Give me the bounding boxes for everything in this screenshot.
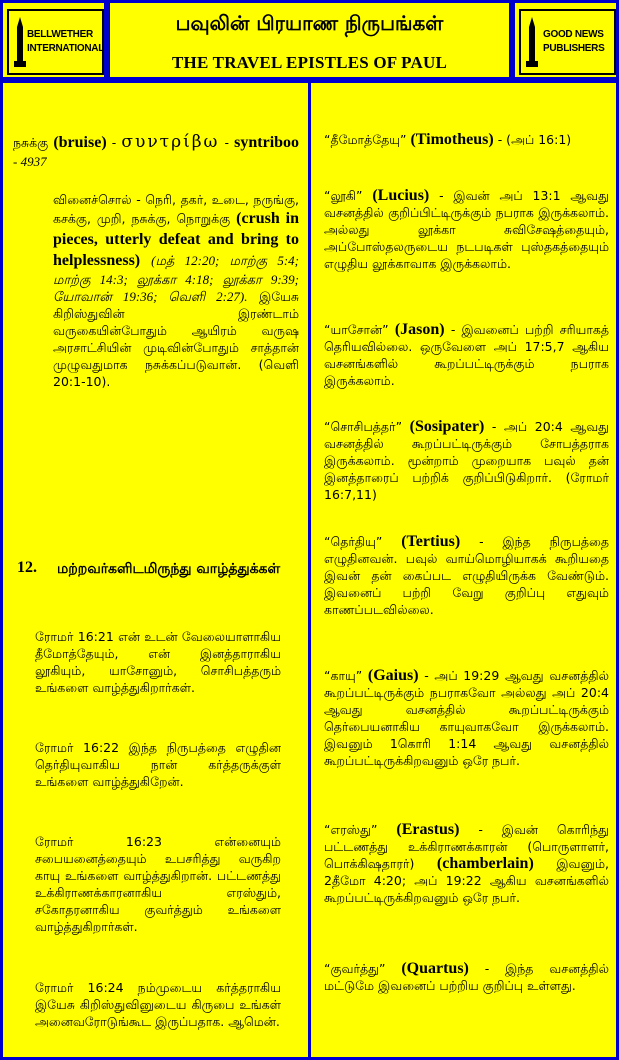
entry-english: (Sosipater) — [409, 418, 485, 435]
tower-icon — [13, 17, 27, 69]
bruise-tamil: நசுக்கு — [13, 135, 49, 150]
section-number: 12. — [17, 559, 37, 576]
entry-english: (Quartus) — [401, 960, 469, 977]
entry-english: (Gaius) — [367, 667, 419, 684]
note-entry — [324, 960, 609, 994]
entry-tamil: “யாசோன்” — [324, 322, 389, 337]
entry-description: - இவன் கொரிந்து பட்டணத்து உக்கிராணக்காரன் (பொருளாளர், பொக்கிஷதாரர்) — [324, 822, 610, 871]
description-text: வினைச்சொல் - நெரி, தகர், உடை, நருங்கு, கசக்கு, முறி, நசுக்கு, நொறுக்கு — [53, 192, 299, 226]
bruise-description — [53, 191, 299, 390]
greeting-paragraph: ரோமர் 16:21 என் உடன் வேலையாளாகிய தீமோத்தேயும், என் இனத்தாராகிய லூகியும், யாசோனும், சொசிபத்தரும் உங்களை வாழ்த்துகிறார்கள். — [35, 629, 281, 695]
entry-tamil: “எரஸ்து” — [324, 822, 378, 837]
entry-english: (Jason) — [394, 321, 445, 338]
dash: - — [224, 135, 230, 150]
note-entry — [324, 533, 609, 618]
right-column — [308, 80, 619, 1060]
entry-description: - இவன் அப் 13:1 ஆவது வசனத்தில் குறிப்பிட்டிருக்கும் நபராக இருக்கலாம். அல்லது லூக்கா சுவிசேஷத்தையும், அப்போஸ்தலருடைய நடபடிகள் புஸ்தகத்தையும் எழுதிய லூக்காவாக இருக்கலாம். — [324, 188, 609, 271]
bellwether-logo — [7, 9, 104, 75]
bruise-english: (bruise) — [53, 134, 107, 151]
entry-description: - இந்த வசனத்தில் மட்டுமே இவனைப் பற்றிய குறிப்பு உள்ளது. — [324, 961, 610, 993]
entry-description: - இந்த நிருபத்தை எழுதினவன். பவுல் வாய்மொழியாகக் கூறியதை இவன் தன் கைப்பட எழுதியிருக்க வேண்டும். இவனைப் பற்றி வேறு குறிப்பு எதுவும் காணப்படவில்லை. — [324, 534, 609, 617]
entry-description: - (அப் 16:1) — [497, 132, 572, 147]
note-entry — [324, 418, 609, 503]
entry-english: (Erastus) — [396, 821, 460, 838]
entry-description-2: இவனும், 2தீமோ 4:20; அப் 19:22 ஆகிய வசனங்களில் கூறப்பட்டிருக்கிறவனும் ஒரே நபர். — [324, 856, 610, 905]
entry-tamil: “குவர்த்து” — [324, 961, 386, 976]
note-entry — [324, 821, 609, 906]
title-tamil: பவுலின் பிரயாண நிருபங்கள் — [175, 11, 444, 35]
bruise-greek: συντρίβω — [121, 132, 220, 152]
logo-line-1: GOOD NEWS — [543, 29, 604, 40]
note-entry — [324, 667, 609, 769]
entry-description: - அப் 19:29 ஆவது வசனத்தில் கூறப்பட்டிருக்கும் நபராகவோ அல்லது அப் 20:4 ஆவது வசனத்தில் கூறப்பட்டிருக்கும் தெர்பையனாகிய காயுவாகவோ இருக்கலாம். இவனும் 1கொரி 1:14 ஆவது வசனத்தில் கூறப்பட்டிருக்கிறவனும் ஒரே நபர். — [324, 668, 609, 768]
entry-english-2: (chamberlain) — [436, 855, 534, 872]
title-box — [107, 0, 512, 80]
logo-line-2: INTERNATIONAL — [27, 43, 105, 54]
description-references: (மத் 12:20; மாற்கு 5:4; மாற்கு 14:3; லூக்கா 4:18; லூக்கா 9:39; யோவான் 19:36; வெளி 2:27). — [53, 253, 300, 304]
section-title: மற்றவர்களிடமிருந்து வாழ்த்துக்கள் — [57, 561, 281, 577]
strong-number: - 4937 — [13, 154, 47, 169]
bruise-transliteration: syntriboo — [234, 134, 300, 151]
left-column — [0, 80, 311, 1060]
note-entry — [324, 131, 609, 148]
header — [0, 0, 619, 80]
entry-description: - அப் 20:4 ஆவது வசனத்தில் கூறப்பட்டிருக்கும் சோபத்தராக இருக்கலாம். மூன்றாம் முறையாக பவுல் தன் இனத்தாரைப் பற்றிக் குறிப்பிடுகிறார். (ரோமர் 16:7,11) — [324, 419, 610, 502]
note-entry — [324, 321, 609, 389]
entry-tamil: “தீமோத்தேயு” — [324, 132, 407, 147]
entry-description: - இவனைப் பற்றி சரியாகத் தெரியவில்லை. ஒருவேளை அப் 17:5,7 ஆகிய வசனங்களில் கூறப்பட்டிருக்கும் நபராக இருக்கலாம். — [324, 322, 610, 388]
entry-english: (Lucius) — [372, 187, 430, 204]
entry-english: (Tertius) — [401, 533, 461, 550]
description-english: (crush in pieces, utterly defeat and bring to helplessness) — [53, 210, 300, 269]
good-news-logo — [519, 9, 616, 75]
logo-line-2: PUBLISHERS — [543, 43, 605, 54]
title-english: THE TRAVEL EPISTLES OF PAUL — [172, 53, 447, 72]
description-text-2: இயேசு கிறிஸ்துவின் இரண்டாம் வருகையின்போதும் ஆயிரம் வருஷ அரசாட்சியின் முடிவின்போதும் சாத்தான் முழுவதுமாக நசுக்கப்படுவான். (வெளி 20:1-10). — [53, 289, 300, 389]
greeting-paragraph: ரோமர் 16:23 என்னையும் சபையனைத்தையும் உபசரித்து வருகிற காயு உங்களை வாழ்த்துகிறான். பட்டணத்து உக்கிராணக்காரனாகிய எரஸ்தும், சகோதரனாகிய குவர்த்தும் உங்களை வாழ்த்துகிறார்கள். — [35, 834, 281, 934]
bruise-definition — [13, 133, 299, 171]
logo-line-1: BELLWETHER — [27, 29, 93, 40]
entry-tamil: “தெர்தியு” — [324, 534, 383, 549]
dash: - — [111, 135, 117, 150]
note-entry — [324, 187, 609, 272]
greeting-paragraph: ரோமர் 16:24 நம்முடைய கர்த்தராகிய இயேசு கிறிஸ்துவினுடைய கிருபை உங்கள் அனைவரோடுங்கூட இருப்பதாக. ஆமென். — [35, 980, 281, 1029]
entry-tamil: “லூகி” — [324, 188, 363, 203]
tower-icon — [525, 17, 539, 69]
entry-tamil: “சொசிபத்தர்” — [324, 419, 403, 434]
entry-tamil: “காயு” — [324, 668, 363, 683]
greeting-paragraph: ரோமர் 16:22 இந்த நிருபத்தை எழுதின தெர்தியுவாகிய நான் கர்த்தருக்குள் உங்களை வாழ்த்துகிறேன். — [35, 740, 281, 789]
left-logo-box — [0, 0, 107, 80]
entry-english: (Timotheus) — [410, 131, 494, 148]
right-logo-box — [512, 0, 619, 80]
